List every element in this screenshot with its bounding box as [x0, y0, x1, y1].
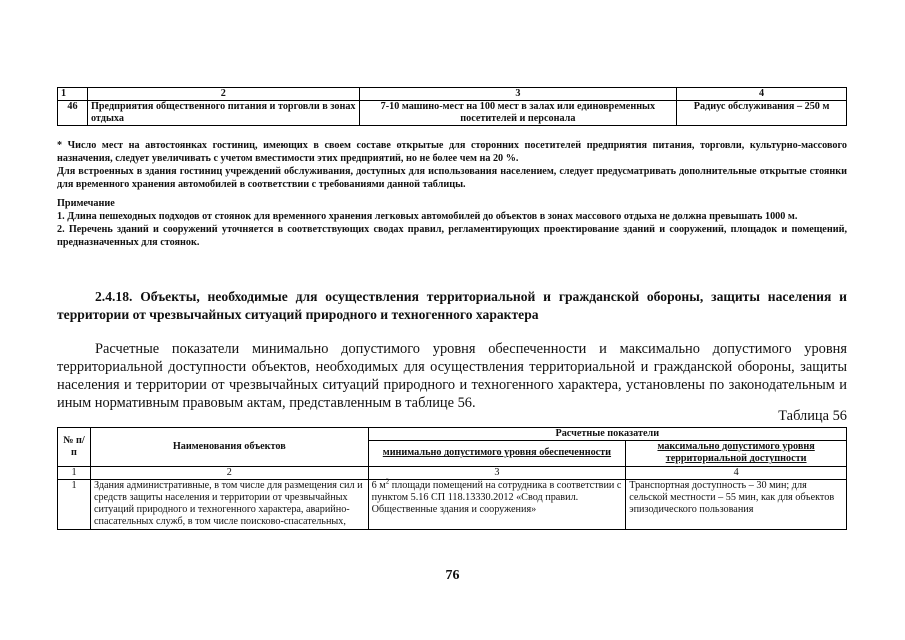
table-cell: 4	[677, 88, 847, 101]
table-cell: 1	[58, 466, 91, 479]
table-header-row	[58, 428, 847, 441]
body-paragraph: Расчетные показатели минимально допустимого уровня обеспеченности и максимально допустимого уровня территориальной доступности объектов, необходимых для осуществления территориальной и гражданской обороны, защиты населения и территории от чрезвычайных ситуаций природного и техногенного характера, установлены по законодательным и иным нормативным правовым актам, представленным в таблице 56.	[57, 341, 847, 411]
table-index-row	[58, 466, 847, 479]
footnote: Для встроенных в здания гостиниц учреждений обслуживания, доступных для использования населением, следует предусматривать дополнительные открытые стоянки для временного хранения автомобилей в соответствии с требованиями данной таблицы.	[57, 166, 847, 190]
min-text-post: площади помещений на сотрудника в соответствии с пунктом 5.16 СП 118.13330.2012 «Свод правил. Общественные здания и сооружения»	[371, 479, 622, 516]
table-header-row	[58, 88, 847, 101]
row-number: 46	[58, 101, 88, 126]
col-number-header: № п/п	[58, 428, 91, 467]
table-56	[57, 427, 847, 530]
note-item: 1. Длина пешеходных подходов от стоянок для временного хранения легковых автомобилей до объектов в зонах массового отдыха не должна превышать 1000 м.	[57, 211, 798, 222]
object-name: Здания административные, в том числе для размещения сил и средств защиты населения и территории от чрезвычайных ситуаций природного и техногенного характера, аварийно-спасательных служб, в том числе поисково-спасательных,	[90, 479, 368, 529]
col-group-header: Расчетные показатели	[368, 428, 846, 441]
table-cell: 3	[368, 466, 626, 479]
notes-block	[57, 139, 847, 249]
note-item: 2. Перечень зданий и сооружений уточняется в соответствующих сводах правил, регламентирующих проектирование зданий и сооружений, площадок и помещений, предназначенных для стоянок.	[57, 224, 847, 248]
top-table	[57, 87, 847, 126]
row-number: 1	[58, 479, 91, 529]
table-cell: 4	[626, 466, 847, 479]
table-cell: 2	[87, 88, 359, 101]
table-row	[58, 101, 847, 126]
max-indicator: Транспортная доступность – 30 мин; для сельской местности – 55 мин, как для объектов эпизодического пользования	[626, 479, 847, 529]
min-indicator: 7-10 машино-мест на 100 мест в залах или единовременных посетителей и персонала	[359, 101, 677, 126]
table-caption: Таблица 56	[778, 408, 847, 424]
table-cell: 1	[58, 88, 88, 101]
min-text-pre: 6 м	[371, 479, 386, 491]
col-max-header: максимально допустимого уровня территориальной доступности	[626, 441, 847, 466]
min-indicator	[368, 479, 626, 529]
footnote: * Число мест на автостоянках гостиниц, имеющих в своем составе открытые для сторонних посетителей предприятия питания, торговли, культурно-массового назначения, следует увеличивать с учетом вместимости этих предприятий, но не более чем на 20 %.	[57, 140, 847, 164]
section-heading: 2.4.18. Объекты, необходимые для осуществления территориальной и гражданской обороны, защиты населения и территории от чрезвычайных ситуаций природного и техногенного характера	[57, 289, 847, 322]
object-name: Предприятия общественного питания и торговли в зонах отдыха	[87, 101, 359, 126]
table-cell: 2	[90, 466, 368, 479]
col-name-header: Наименования объектов	[90, 428, 368, 467]
col-min-header: минимально допустимого уровня обеспеченности	[368, 441, 626, 466]
page-number: 76	[445, 568, 460, 583]
table-row	[58, 479, 847, 529]
note-title: Примечание	[57, 198, 115, 209]
table-cell: 3	[359, 88, 677, 101]
superscript: 2	[385, 477, 390, 486]
max-indicator: Радиус обслуживания – 250 м	[677, 101, 847, 126]
